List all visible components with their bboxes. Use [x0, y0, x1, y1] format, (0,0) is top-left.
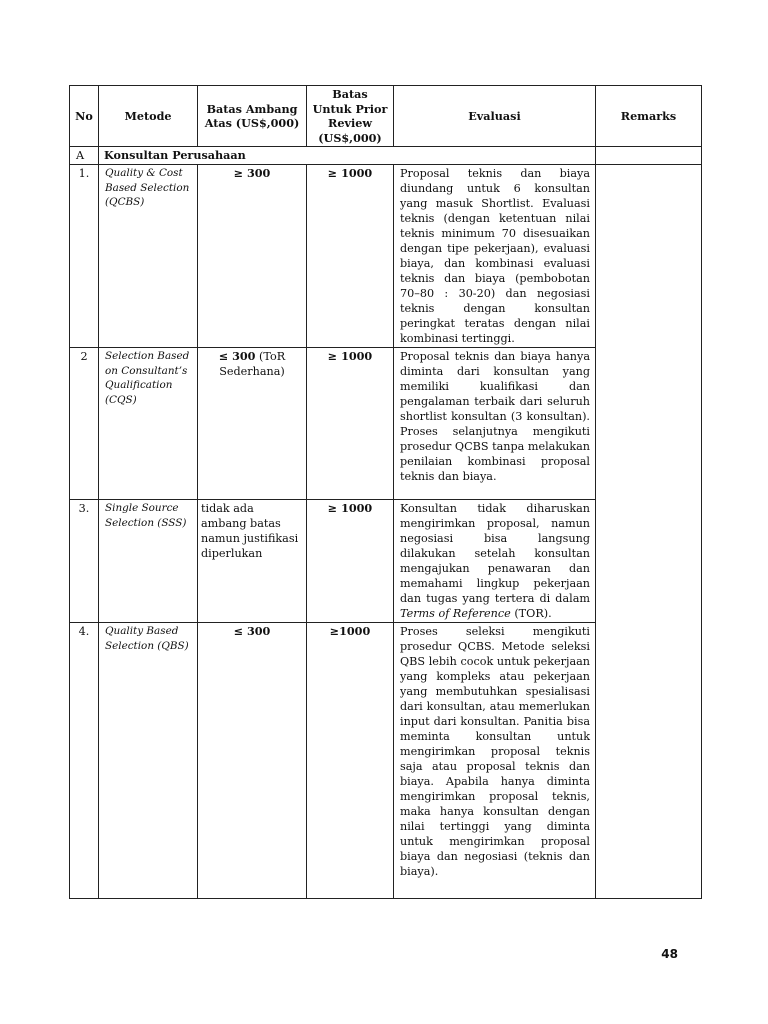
threshold-value: tidak ada ambang batas namun justifikasi diperlukan [198, 500, 307, 623]
section-remarks-cell [596, 147, 702, 165]
evaluation-text: Proposal teknis dan biaya diundang untuk 6 konsultan yang masuk Shortlist. Evaluasi teknis (dengan ketentuan nilai teknis minimum 70 disesuaikan dengan tipe pekerjaan), evaluasi biaya, dan kombinasi evaluasi teknis dan biaya (pembobotan 70–80 : 30-20) dan negosiasi teknis dengan konsultan peringkat teratas dengan nilai kombinasi tertinggi. [394, 165, 596, 348]
threshold-value [198, 348, 307, 500]
section-title: Konsultan Perusahaan [99, 147, 596, 165]
prior-review-value: ≥1000 [307, 623, 394, 899]
header-row [70, 86, 702, 147]
consultant-selection-table [69, 85, 702, 899]
header-prior-review: Batas Untuk Prior Review (US$,000) [307, 86, 394, 147]
evaluation-text-italic: Terms of Reference [400, 607, 511, 620]
header-remarks: Remarks [596, 86, 702, 147]
section-row [70, 147, 702, 165]
row-number: 2 [70, 348, 99, 500]
header-method: Metode [99, 86, 198, 147]
prior-review-value: ≥ 1000 [307, 348, 394, 500]
header-no: No [70, 86, 99, 147]
method-name: Quality & Cost Based Selection (QCBS) [99, 165, 198, 348]
section-id: A [70, 147, 99, 165]
header-evaluation: Evaluasi [394, 86, 596, 147]
row-number: 3. [70, 500, 99, 623]
page-number: 48 [661, 947, 678, 961]
evaluation-text: Proses seleksi mengikuti prosedur QCBS. Metode seleksi QBS lebih cocok untuk pekerjaan yang kompleks atau pekerjaan yang membutuhkan spesialisasi dari konsultan, atau memerlukan input dari konsultan. Panitia bisa meminta konsultan untuk mengirimkan proposal teknis saja atau proposal teknis dan biaya. Apabila hanya diminta mengirimkan proposal teknis, maka hanya konsultan dengan nilai tertinggi yang diminta untuk mengirimkan proposal biaya dan negosiasi (teknis dan biaya). [394, 623, 596, 899]
method-name: Single Source Selection (SSS) [99, 500, 198, 623]
method-name: Quality Based Selection (QBS) [99, 623, 198, 899]
prior-review-value: ≥ 1000 [307, 165, 394, 348]
row-number: 4. [70, 623, 99, 899]
evaluation-text [394, 500, 596, 623]
remarks-cell [596, 165, 702, 899]
evaluation-text-part: Konsultan tidak diharuskan mengirimkan proposal, namun negosiasi bisa langsung dilakukan setelah konsultan mengajukan penawaran dan memahami lingkup pekerjaan dan tugas yang tertera di dalam [400, 502, 590, 605]
method-name: Selection Based on Consultant’s Qualification (CQS) [99, 348, 198, 500]
threshold-value: ≤ 300 [198, 623, 307, 899]
evaluation-text: Proposal teknis dan biaya hanya diminta dari konsultan yang memiliki kualifikasi dan pengalaman terbaik dari seluruh shortlist konsultan (3 konsultan). Proses selanjutnya mengikuti prosedur QCBS tanpa melakukan penilaian kombinasi proposal teknis dan biaya. [394, 348, 596, 500]
threshold-note: (ToR Sederhana) [219, 350, 286, 378]
row-number: 1. [70, 165, 99, 348]
threshold-number: ≤ 300 [218, 349, 256, 363]
table-row [70, 165, 702, 348]
evaluation-text-part: (TOR). [510, 607, 552, 620]
threshold-value: ≥ 300 [198, 165, 307, 348]
header-threshold: Batas Ambang Atas (US$,000) [198, 86, 307, 147]
prior-review-value: ≥ 1000 [307, 500, 394, 623]
